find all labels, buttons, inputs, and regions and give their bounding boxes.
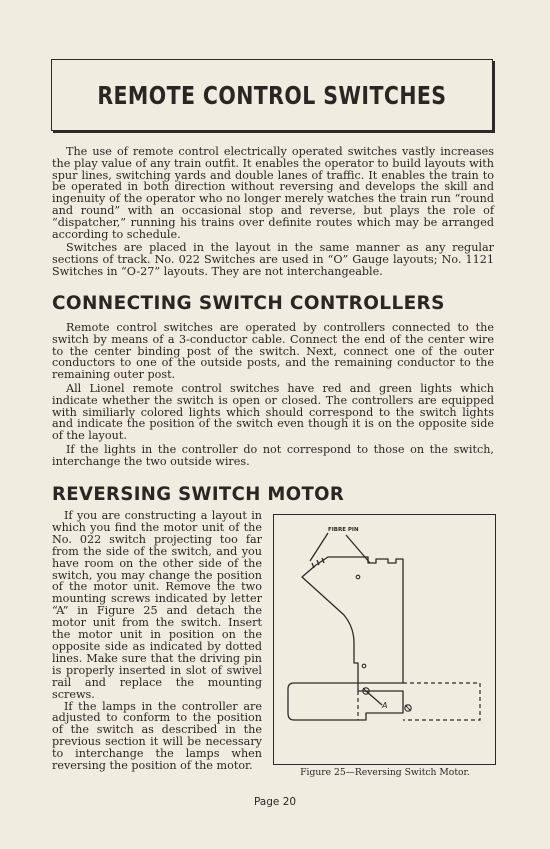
alternate-motor-position xyxy=(403,683,480,720)
reversing-section xyxy=(52,510,262,772)
pin-mark-3 xyxy=(322,558,324,563)
connecting-paragraph-3: If the lights in the controller do not correspond to those on the switch, interchange the two outside wires. xyxy=(52,442,494,468)
connecting-heading: CONNECTING SWITCH CONTROLLERS xyxy=(52,292,445,314)
figure-25-box xyxy=(273,514,496,765)
page-number: Page 20 xyxy=(253,796,297,808)
reversing-heading: REVERSING SWITCH MOTOR xyxy=(52,483,345,505)
intro-section xyxy=(52,146,494,278)
connecting-paragraph-2: All Lionel remote control switches have red and green lights which indicate whether the switch is open or closed. The controllers are equipped with similiarly colored lights which should correspond to the switch lights and indicate the position of the switch even though it is on the opposite side of the layout. xyxy=(52,381,494,443)
figure-caption: Figure 25—Reversing Switch Motor. xyxy=(300,767,470,778)
switch-body-outline xyxy=(302,557,403,683)
fibre-pin-leader-1 xyxy=(310,533,328,561)
screw-label: A xyxy=(382,701,388,710)
hole-2 xyxy=(362,664,366,668)
hole-1 xyxy=(356,575,360,579)
fibre-pin-leader-2 xyxy=(346,535,370,563)
intro-paragraph-1: The use of remote control electrically operated switches vastly increases the play value of any train outfit. It enables the operator to build layouts with spur lines, switching yards and double lanes of traffic. It enables the train to be operated in both direction without reversing and develops the skill and ingenuity of the operator who no longer merely watches the train run “round and round” with an occasional stop and reverse, but plays the role of “dispatcher,” running his trains over definite routes which may be arranged according to schedule. xyxy=(52,145,494,241)
pin-mark-1 xyxy=(312,563,314,568)
fibre-pin-label: FIBRE PIN xyxy=(328,527,359,533)
title-box xyxy=(51,59,493,131)
connecting-paragraph-1: Remote control switches are operated by controllers connected to the switch by means of a 3-conductor cable. Connect the end of the center wire to the center binding post of the switch. Next, connect one of the outer conductors to one of the outside posts, and the remaining conductor to the remaining outer post. xyxy=(52,321,494,382)
reversing-paragraph-1: If you are constructing a layout in which you find the motor unit of the No. 022 switch projecting too far from the side of the switch, and you have room on the other side of the switch, you may change the position of the motor unit. Remove the two mounting screws indicated by letter “A” in Figure 25 and detach the motor unit from the switch. Insert the motor unit in position on the opposite side as indicated by dotted lines. Make sure that the driving pin is properly inserted in slot of swivel rail and replace the mounting screws. xyxy=(52,509,262,701)
reversing-paragraph-2: If the lamps in the controller are adjusted to conform to the position of the switch as described in the previous section it will be necessary to interchange the lamps when reversing the position of the motor. xyxy=(52,699,262,773)
intro-paragraph-2: Switches are placed in the layout in the same manner as any regular sections of track. No. 022 Switches are used in “O” Gauge layouts; No. 1121 Switches in “O-27” layouts. They are not interchangeable. xyxy=(52,241,494,278)
page-title: REMOTE CONTROL SWITCHES xyxy=(97,80,447,110)
connecting-section xyxy=(52,322,494,468)
switch-motor-diagram xyxy=(274,515,495,764)
